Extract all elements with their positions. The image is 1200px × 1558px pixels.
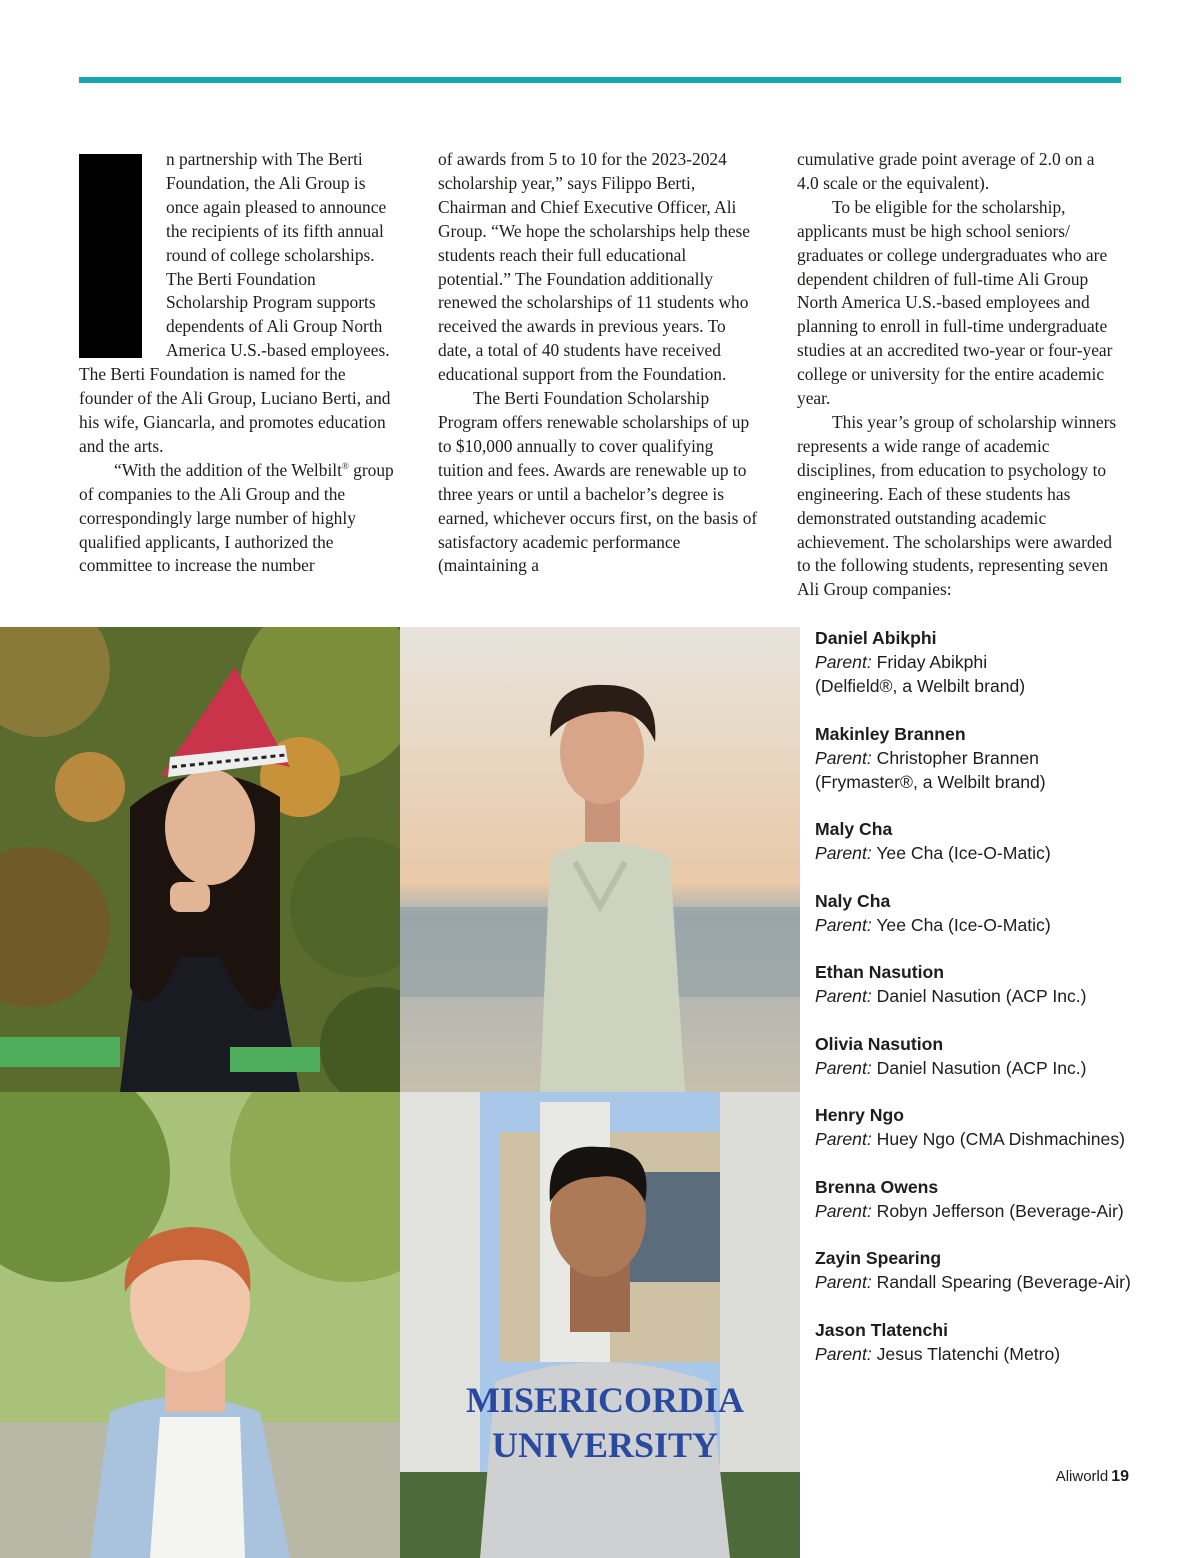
winner-parent-line [815, 650, 1185, 674]
winner-entry [815, 889, 1185, 937]
parent-name: Huey Ngo (CMA Dishmachines) [876, 1129, 1125, 1149]
winner-parent-line [815, 984, 1185, 1008]
winner-parent-line [815, 1127, 1185, 1151]
parent-label: Parent: [815, 1129, 872, 1149]
winner-name: Henry Ngo [815, 1105, 904, 1125]
parent-name: Jesus Tlatenchi (Metro) [876, 1343, 1061, 1364]
parent-name: Friday Abikphi [876, 652, 988, 672]
student-photo-1 [0, 627, 400, 1092]
parent-name: Daniel Nasution (ACP Inc.) [876, 1057, 1087, 1078]
article-column-1 [79, 148, 402, 578]
winner-entry [815, 1103, 1185, 1151]
publication-name: Aliworld [1055, 1468, 1109, 1485]
winner-name: Ethan Nasution [815, 962, 945, 982]
parent-label: Parent: [815, 914, 872, 935]
article-text: group of companies to the Ali Group and the correspondingly large number of highly qualified applicants, I authorized the committee to increase the number [79, 459, 394, 576]
parent-name: Daniel Nasution (ACP Inc.) [876, 986, 1087, 1006]
student-photo-3 [0, 1092, 400, 1558]
article-text: “With the addition of the Welbilt [114, 459, 342, 480]
winner-name: Makinley Brannen [815, 723, 966, 744]
drop-cap-block [79, 154, 142, 358]
winner-parent-line [815, 1056, 1185, 1080]
student-photo-2 [400, 627, 800, 1092]
winner-parent-line [815, 841, 1185, 865]
winner-entry [815, 1175, 1185, 1223]
parent-label: Parent: [815, 1272, 872, 1292]
winner-company: (Frymaster®, a Welbilt brand) [815, 771, 1046, 792]
winner-name: Brenna Owens [815, 1176, 939, 1197]
page-footer [1056, 1468, 1129, 1486]
article-paragraph: of awards from 5 to 10 for the 2023-2024 scholarship year,” says Filippo Berti, Chairman and Chief Executive Officer, Ali Group. “We hope the scholarships help these students reach their full educational potential.” The Foundation additionally renewed the scholarships of 11 students who received the awards in previous years. To date, a total of 40 students have received educational support from the Foundation. [438, 149, 751, 385]
winner-entry [815, 1246, 1185, 1294]
winner-name: Daniel Abikphi [815, 628, 937, 648]
winner-entry [815, 722, 1185, 794]
winners-list [815, 626, 1185, 1389]
winner-parent-line [815, 1199, 1185, 1223]
parent-name: Randall Spearing (Beverage-Air) [876, 1272, 1131, 1292]
parent-label: Parent: [815, 986, 872, 1006]
winner-entry [815, 1032, 1185, 1080]
parent-label: Parent: [815, 747, 872, 768]
winner-entry [815, 1318, 1185, 1366]
parent-label: Parent: [815, 843, 872, 863]
winner-parent-line [815, 1270, 1185, 1294]
winner-name: Maly Cha [815, 819, 893, 839]
article-paragraph: n partnership with The Berti Foundation, the Ali Group is once again pleased to announce the recipients of its fifth annual round of college scholarships. The Berti Foundation Scholarship Program supports dependents of Ali Group North America U.S.-based employees. The Berti Foundation is named for the founder of the Ali Group, Luciano Berti, and his wife, Giancarla, and promotes education and the arts. [79, 149, 391, 456]
winner-parent-line [815, 913, 1185, 937]
page-number: 19 [1111, 1468, 1129, 1485]
article-column-2 [438, 148, 761, 578]
registered-mark: ® [341, 460, 349, 471]
winner-parent-line [815, 1342, 1185, 1366]
winner-entry [815, 626, 1185, 698]
sweatshirt-text-line2: UNIVERSITY [491, 1425, 719, 1465]
student-photo-4 [400, 1092, 800, 1558]
article-paragraph [79, 459, 402, 579]
parent-name: Robyn Jefferson (Beverage-Air) [876, 1200, 1124, 1221]
sweatshirt-text-line1: MISERICORDIA [465, 1380, 745, 1420]
winner-name: Olivia Nasution [815, 1033, 944, 1054]
parent-name: Yee Cha (Ice-O-Matic) [876, 843, 1051, 863]
article-paragraph: cumulative grade point average of 2.0 on a 4.0 scale or the equivalent). [797, 149, 1095, 193]
parent-label: Parent: [815, 1343, 872, 1364]
winner-entry [815, 817, 1185, 865]
article-paragraph: To be eligible for the scholarship, applicants must be high school seniors/ graduates or college undergraduates who are dependent children of full-time Ali Group North America U.S.-based employees and planning to enroll in full-time undergraduate studies at an accredited two-year or four-year college or university for the entire academic year. [797, 196, 1113, 409]
winner-name: Jason Tlatenchi [815, 1319, 948, 1340]
parent-label: Parent: [815, 1200, 872, 1221]
article-paragraph: The Berti Foundation Scholarship Program offers renewable scholarships of up to $10,000 annually to cover qualifying tuition and fees. Awards are renewable up to three years or until a bachelor’s degree is earned, whichever occurs first, on the basis of satisfactory academic performance (maintaining a [438, 388, 758, 576]
parent-label: Parent: [815, 1057, 872, 1078]
parent-name: Christopher Brannen [876, 747, 1039, 768]
winner-name: Zayin Spearing [815, 1248, 942, 1268]
parent-name: Yee Cha (Ice-O-Matic) [876, 914, 1051, 935]
winner-company: (Delfield®, a Welbilt brand) [815, 676, 1026, 696]
winner-entry [815, 960, 1185, 1008]
winner-name: Naly Cha [815, 890, 891, 911]
top-accent-rule [79, 77, 1121, 83]
article-column-3 [797, 148, 1120, 602]
article-paragraph: This year’s group of scholarship winners represents a wide range of academic disciplines, from education to psychology to engineering. Each of these students has demonstrated outstanding academic achievement. The scholarships were awarded to the following students, representing seven Ali Group companies: [797, 411, 1117, 600]
winner-parent-line [815, 746, 1185, 770]
parent-label: Parent: [815, 652, 872, 672]
